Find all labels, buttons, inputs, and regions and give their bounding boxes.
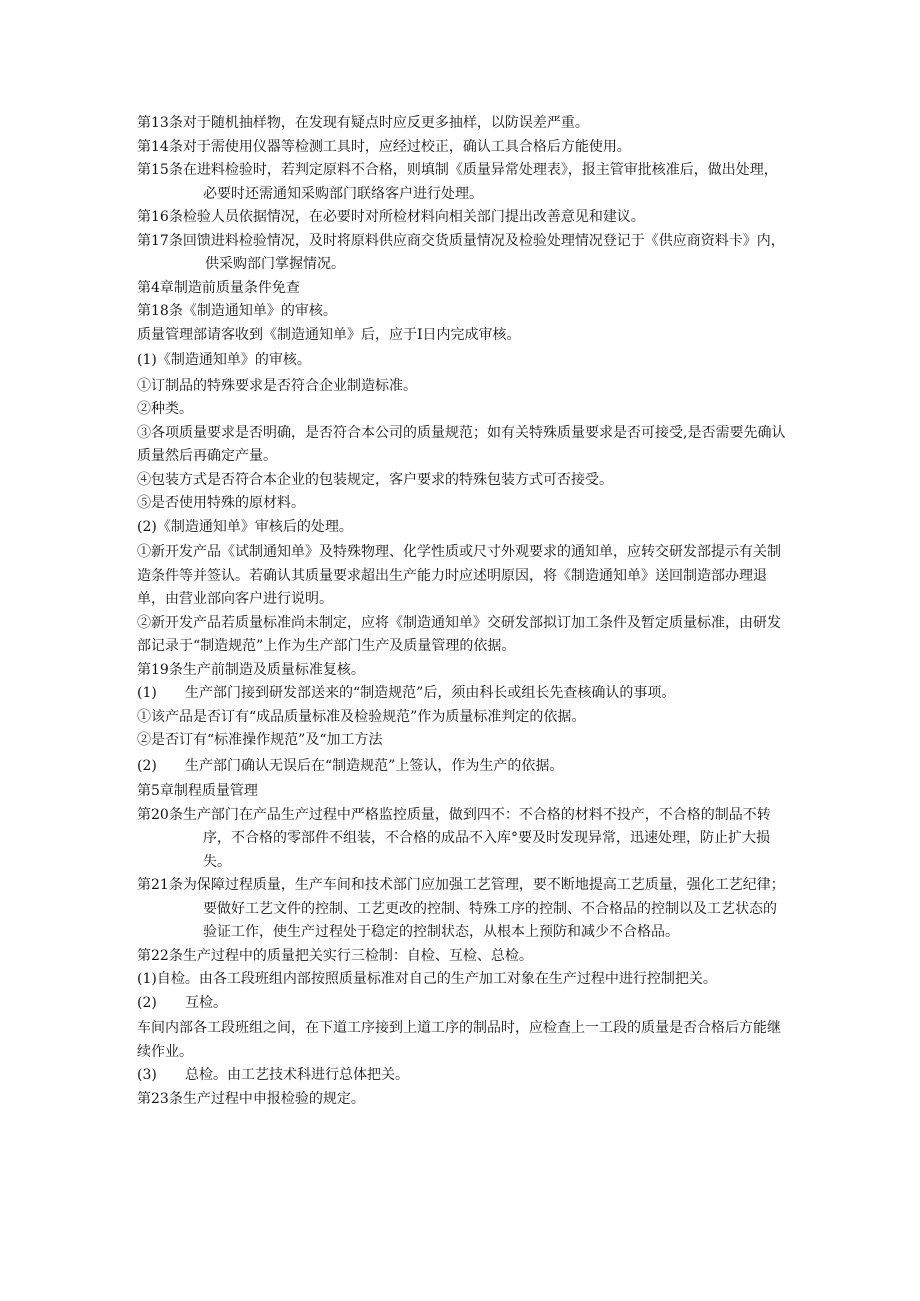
article-22-item-2: [137, 992, 787, 1016]
article-19-item-1: [137, 682, 787, 706]
article-23: 第23条生产过程中申报检验的规定。: [137, 1090, 365, 1107]
item-1-point-3: ③各项质量要求是否明确，是否符合本公司的质量规范；如有关特殊质量要求是否可接受,是否需要先确认质量然后再确定产量。: [137, 424, 786, 464]
item-number: (2): [137, 757, 157, 774]
article-19-item-2: [137, 755, 787, 779]
article-19: 第19条生产前制造及质量标准复核。: [137, 661, 365, 678]
article-15: 第15条在进料检验时，若判定原料不合格，则填制《质量异常处理表》，报主管审批核准后，做出处理，必要时还需通知采购部门联络客户进行处理。: [137, 162, 778, 202]
item-1-point-5: ⑤是否使用特殊的原材料。: [137, 495, 305, 511]
item-2-point-1: ①新开发产品《试制通知单》及特殊物理、化学性质或尺寸外观要求的通知单，应转交研发部提示有关制造条件等并签认。若确认其质量要求超出生产能力时应述明原因，将《制造通知单》送回制造部办理退单，由营业部向客户进行说明。: [137, 544, 781, 607]
item-number: (2): [137, 994, 157, 1011]
article-13: 第13条对于随机抽样物，在发现有疑点时应反更多抽样，以防误差严重。: [137, 115, 589, 131]
article-14: 第14条对于需使用仪器等检测工具时，应经过校正，确认工具合格后方能使用。: [137, 138, 631, 155]
chapter-4-heading: 第4章制造前质量条件免查: [137, 279, 300, 296]
article-19-point-1: ①该产品是否订有“成品质量标准及检验规范”作为质量标准判定的依据。: [137, 708, 586, 725]
item-1-point-2: ②种类。: [137, 401, 193, 417]
item-2-heading: (2)《制造通知单》审核后的处理。: [137, 518, 353, 535]
article-16: 第16条检验人员依据情况，在必要时对所检材料向相关部门提出改善意见和建议。: [137, 209, 645, 225]
article-18-intro: 质量管理部请客收到《制造通知单》后，应于I日内完成审核。: [137, 326, 521, 343]
item-1-point-1: ①订制品的特殊要求是否符合企业制造标准。: [137, 377, 417, 394]
item-text: 生产部门确认无误后在“制造规范”上签认，作为生产的依据。: [185, 757, 564, 774]
chapter-5-heading: 第5章制程质量管理: [137, 783, 258, 799]
article-19-point-2: ②是否订有“标准操作规范”及“加工方法: [137, 732, 383, 748]
article-20: 第20条生产部门在产品生产过程中严格监控质量，做到四不：不合格的材料不投产，不合格的制品不转序，不合格的零部件不组装，不合格的成品不入库°要及时发现异常，迅速处理，防止扩大损失。: [137, 806, 771, 870]
item-1-point-4: ④包装方式是否符合本企业的包装规定，客户要求的特殊包装方式可否接受。: [137, 471, 613, 488]
article-18: 第18条《制造通知单》的审核。: [137, 303, 337, 319]
item-number: (1): [137, 685, 157, 701]
item-text: 生产部门接到研发部送来的“制造规范”后，须由科长或组长先查核确认的事项。: [185, 685, 676, 701]
item-1-heading: (1)《制造通知单》的审核。: [137, 352, 311, 368]
article-21: 第21条为保障过程质量，生产车间和技术部门应加强工艺管理，要不断地提高工艺质量，强化工艺纪律；要做好工艺文件的控制、工艺更改的控制、特殊工序的控制、不合格品的控制以及工艺状态的验证工作，使生产过程处于稳定的控制状态，从根本上预防和减少不合格品。: [137, 877, 785, 940]
item-text: 互检。: [185, 994, 227, 1011]
document-page: [137, 112, 787, 1111]
item-number: (3): [137, 1067, 157, 1083]
article-22: 第22条生产过程中的质量把关实行三检制：自检、互检、总检。: [137, 947, 533, 964]
article-17: 第17条回馈进料检验情况，及时将原料供应商交货质量情况及检验处理情况登记于《供应商资料卡》内，供采购部门掌握情况。: [137, 232, 785, 272]
article-22-item-1: (1)自检。由各工段班组内部按照质量标准对自己的生产加工对象在生产过程中进行控制把关。: [137, 971, 717, 987]
item-2-point-2: ②新开发产品若质量标准尚未制定，应将《制造通知单》交研发部拟订加工条件及暂定质量标准，由研发部记录于“制造规范”上作为生产部门生产及质量管理的依据。: [137, 614, 781, 654]
article-22-item-3: [137, 1064, 787, 1088]
item-text: 总检。由工艺技术科进行总体把关。: [185, 1067, 409, 1083]
article-22-item-2-detail: 车间内部各工段班组之间，在下道工序接到上道工序的制品时，应检查上一工段的质量是否合格后方能继续作业。: [137, 1020, 781, 1060]
